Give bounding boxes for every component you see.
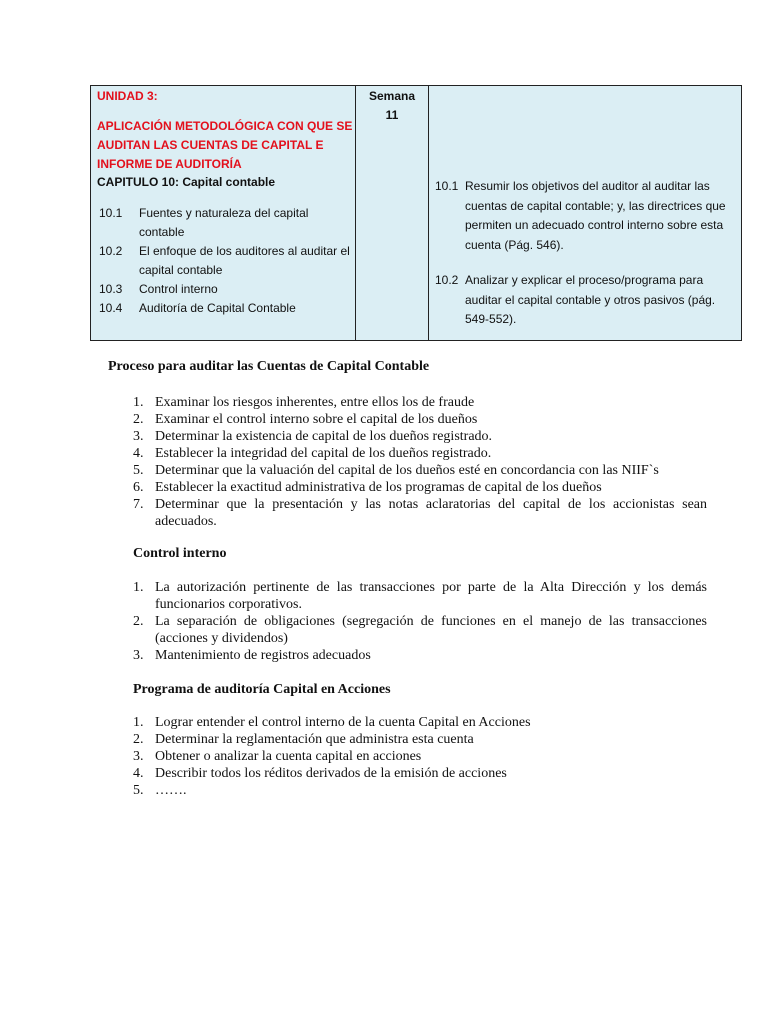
list-item: 1. La autorización pertinente de las transacciones por parte de la Alta Dirección y los demás funcionarios corporativos. bbox=[133, 580, 707, 612]
list-item: 1. Examinar los riesgos inherentes, entre ellos los de fraude bbox=[133, 395, 475, 410]
list-item: 3. Obtener o analizar la cuenta capital en acciones bbox=[133, 749, 422, 764]
list-item: 7. Determinar que la presentación y las notas aclaratorias del capital de los accionistas sean adecuados. bbox=[133, 497, 707, 529]
topic-item: 10.3 Control interno bbox=[99, 282, 218, 296]
week-number: 11 bbox=[385, 108, 399, 122]
topic-list bbox=[97, 204, 353, 318]
list-item: 2. Examinar el control interno sobre el capital de los dueños bbox=[133, 412, 478, 427]
objectives-cell bbox=[429, 86, 741, 340]
topic-item: 10.2 El enfoque de los auditores al auditar el capital contable bbox=[99, 244, 350, 277]
list-item: 3. Determinar la existencia de capital de los dueños registrado. bbox=[133, 429, 493, 444]
list-item: 5. Determinar que la valuación del capital de los dueños esté en concordancia con las NIIF`s bbox=[133, 463, 659, 478]
list-item: 2. Determinar la reglamentación que administra esta cuenta bbox=[133, 732, 474, 747]
week-cell bbox=[356, 86, 429, 340]
list-item: 2. La separación de obligaciones (segregación de funciones en el manejo de las transacciones (acciones y dividendos) bbox=[133, 614, 707, 646]
objective-item: 10.2 Analizar y explicar el proceso/programa para auditar el capital contable y otros pasivos (pág. 549-552). bbox=[435, 273, 716, 326]
list-item: 6. Establecer la exactitud administrativa de los programas de capital de los dueños bbox=[133, 480, 602, 495]
objective-item: 10.1 Resumir los objetivos del auditor al auditar las cuentas de capital contable; y, las directrices que permiten un adecuado control interno sobre esta cuenta (Pág. 546). bbox=[435, 179, 726, 252]
section-title-control: Control interno bbox=[133, 546, 227, 561]
section-title-process: Proceso para auditar las Cuentas de Capital Contable bbox=[108, 359, 430, 374]
list-item: 1. Lograr entender el control interno de la cuenta Capital en Acciones bbox=[133, 715, 531, 730]
topic-item: 10.1 Fuentes y naturaleza del capital contable bbox=[99, 206, 309, 239]
unit-title: APLICACIÓN METODOLÓGICA CON QUE SE AUDITAN LAS CUENTAS DE CAPITAL E INFORME DE AUDITORÍA bbox=[97, 119, 353, 171]
process-list bbox=[133, 394, 707, 530]
list-item: 3. Mantenimiento de registros adecuados bbox=[133, 648, 371, 663]
topic-item: 10.4 Auditoría de Capital Contable bbox=[99, 301, 296, 315]
chapter-title: CAPITULO 10: Capital contable bbox=[97, 175, 276, 189]
unit-label: UNIDAD 3: bbox=[97, 89, 158, 103]
list-item: 4. Establecer la integridad del capital de los dueños registrado. bbox=[133, 446, 492, 461]
list-item: 5. ……. bbox=[133, 783, 187, 798]
program-list bbox=[133, 714, 707, 799]
syllabus-table bbox=[90, 85, 742, 341]
unit-cell bbox=[91, 86, 356, 340]
control-list bbox=[133, 579, 707, 664]
week-label: Semana bbox=[368, 89, 416, 103]
section-title-program: Programa de auditoría Capital en Acciones bbox=[133, 682, 391, 697]
list-item: 4. Describir todos los réditos derivados de la emisión de acciones bbox=[133, 766, 507, 781]
